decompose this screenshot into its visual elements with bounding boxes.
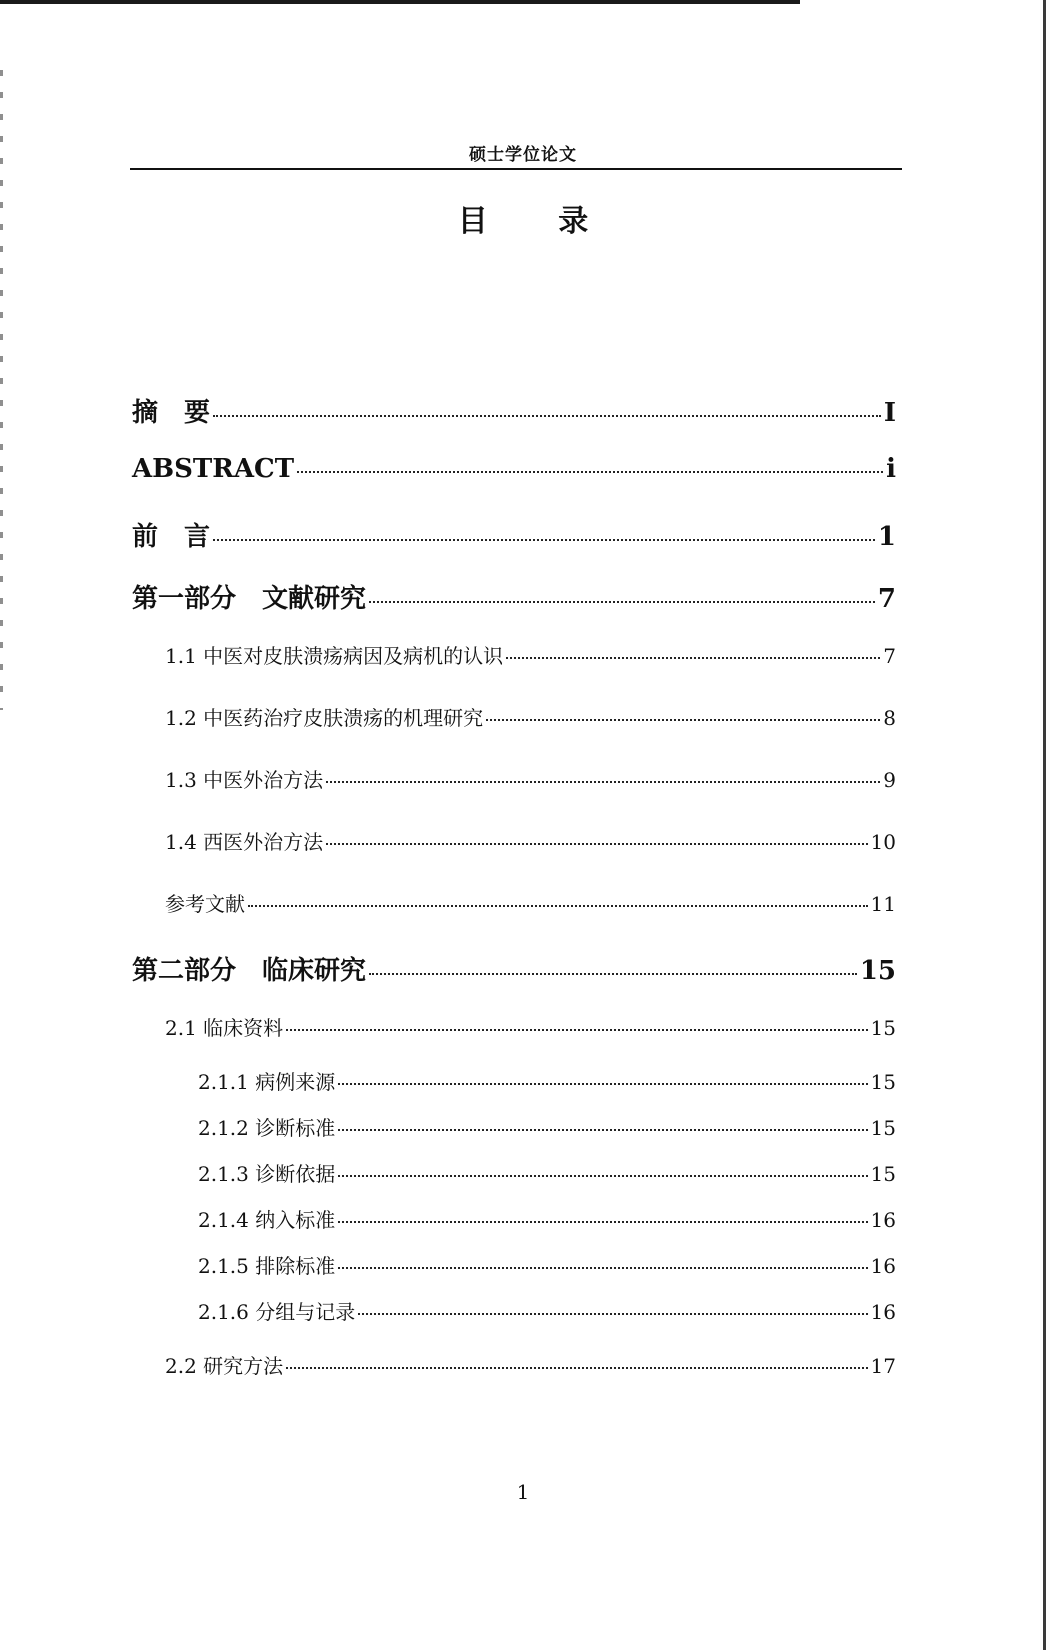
toc-entry-page: 16 [870,1254,896,1278]
toc-entry[interactable] [198,1066,896,1095]
leader-dots [248,905,868,907]
leader-dots [213,415,881,417]
leader-dots [338,1083,867,1085]
toc-entry[interactable] [165,1350,896,1379]
leader-dots [358,1313,867,1315]
toc-entry[interactable] [165,826,896,855]
toc-entry-label: 2.1 临床资料 [165,1016,284,1040]
toc-entry-page: 11 [870,892,896,916]
toc-entry[interactable] [165,888,896,917]
leader-dots [213,539,875,541]
leader-dots [369,601,875,603]
toc-entry-page: 1 [877,522,896,552]
toc-entry[interactable] [165,764,896,793]
toc-title: 目 录 [457,204,619,239]
leader-dots [486,719,880,721]
toc-entry-label: 2.1.5 排除标准 [198,1254,336,1278]
leader-dots [286,1367,867,1369]
toc-entry-page: 8 [883,706,896,730]
toc-entry-page: 16 [870,1208,896,1232]
toc-entry-page: 9 [883,768,896,792]
leader-dots [297,471,883,473]
toc-entry[interactable] [165,702,896,731]
leader-dots [326,843,867,845]
toc-entry[interactable] [132,950,896,987]
toc-entry-page: i [886,454,896,484]
toc-entry-label: 2.1.3 诊断依据 [198,1162,336,1186]
page-number: 1 [516,1480,530,1504]
toc-entry-page: 15 [870,1070,896,1094]
toc-entry[interactable] [165,640,896,669]
toc-entry-label: 1.1 中医对皮肤溃疡病因及病机的认识 [165,644,504,668]
toc-entry-label: 2.2 研究方法 [165,1354,284,1378]
toc-entry-label: 1.3 中医外治方法 [165,768,324,792]
toc-entry-page: 10 [870,830,896,854]
toc-entry-label: 摘 要 [132,398,211,428]
toc-entry-page: I [883,398,896,428]
toc-entry-page: 7 [877,584,896,614]
leader-dots [286,1029,867,1031]
toc-entry-label: 前 言 [132,522,211,552]
toc-entry[interactable] [132,516,896,553]
toc-entry[interactable] [132,454,896,484]
toc-entry-label: 参考文献 [165,892,245,916]
toc-entry[interactable] [198,1158,896,1187]
leader-dots [338,1221,867,1223]
toc-entry-label: 2.1.6 分组与记录 [198,1300,356,1324]
leader-dots [338,1175,867,1177]
leader-dots [338,1267,867,1269]
toc-entry-label: ABSTRACT [132,454,295,484]
running-header: 硕士学位论文 [469,145,577,165]
toc-entry-page: 15 [859,956,896,986]
toc-entry-label: 1.2 中医药治疗皮肤溃疡的机理研究 [165,706,484,730]
leader-dots [326,781,880,783]
toc-entry-page: 7 [883,644,896,668]
toc-entry-page: 16 [870,1300,896,1324]
toc-entry[interactable] [198,1296,896,1325]
toc-entry[interactable] [132,578,896,615]
toc-entry-page: 15 [870,1116,896,1140]
toc-entry-label: 第二部分 临床研究 [132,956,367,986]
toc-entry-label: 1.4 西医外治方法 [165,830,324,854]
toc-entry-label: 2.1.1 病例来源 [198,1070,336,1094]
toc-entry-label: 2.1.4 纳入标准 [198,1208,336,1232]
toc-entry[interactable] [198,1204,896,1233]
leader-dots [369,973,857,975]
toc-entry-page: 15 [870,1016,896,1040]
toc-entry[interactable] [165,1012,896,1041]
toc-entry-label: 第一部分 文献研究 [132,584,367,614]
leader-dots [338,1129,867,1131]
toc-entry[interactable] [132,392,896,429]
toc-entry[interactable] [198,1112,896,1141]
toc-entry-page: 15 [870,1162,896,1186]
toc-entry-page: 17 [870,1354,896,1378]
leader-dots [506,657,880,659]
toc-entry[interactable] [198,1250,896,1279]
toc-entry-label: 2.1.2 诊断标准 [198,1116,336,1140]
